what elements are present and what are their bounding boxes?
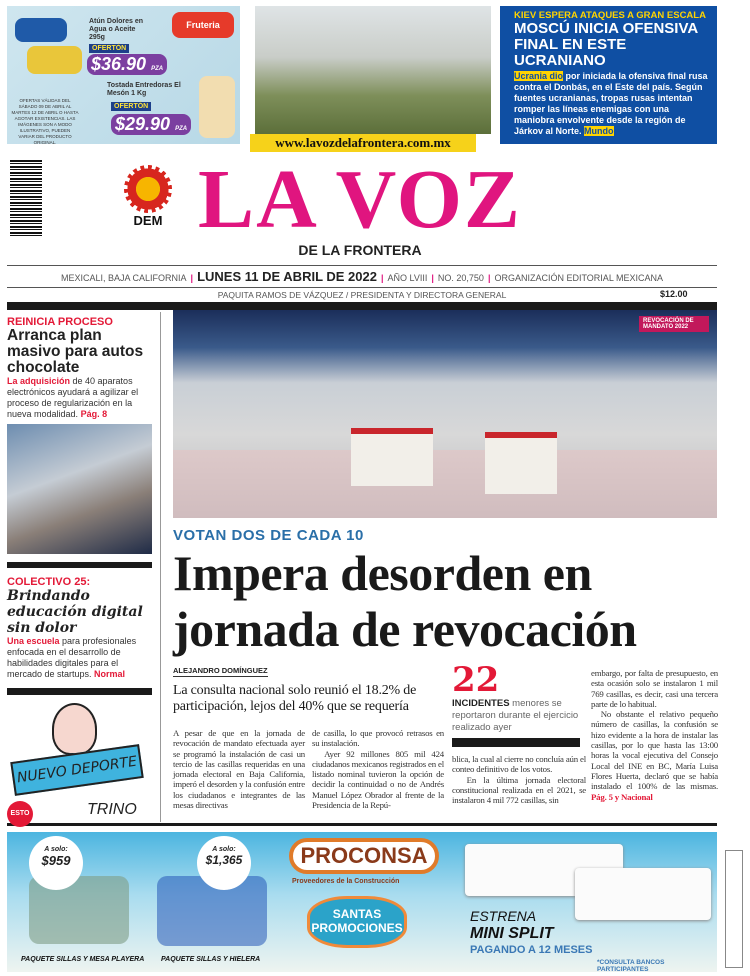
divider [7, 287, 717, 288]
press-reader-mark [725, 850, 743, 968]
ballot-box [485, 432, 557, 494]
teaser-kicker: KIEV ESPERA ATAQUES A GRAN ESCALA [514, 10, 706, 21]
page-link[interactable]: Pág. 8 [80, 409, 108, 419]
ballot-box [351, 428, 433, 486]
item2-caption: PAQUETE SILLAS Y HIELERA [161, 956, 261, 963]
page-link[interactable]: Pág. 5 y Nacional [591, 791, 653, 802]
section-link[interactable]: Normal [94, 669, 126, 679]
colectivo-story[interactable] [7, 576, 154, 680]
trino-cartoon[interactable] [7, 701, 152, 829]
body-column-2: de casilla, lo que provocó retrasos en su instalación. Ayer 92 millones 805 mil 424 ciudadanos mexicanos registrados en el listado nominal tuvieron la opción de decidir la continuidad o no de Andrés Manuel López Obrador al frente de la Presidencia de la Repú- [312, 728, 444, 811]
body-column-3: blica, la cual al cierre no concluía aún el conteo definitivo de los votos. En la última jornada electoral constitucional realizada en el 2021, se instalaron 4 mil 772 casillas, sin [452, 754, 586, 806]
story-kicker: REINICIA PROCESO [7, 316, 113, 328]
divider-bar [7, 688, 152, 695]
dem-logo: DEM [118, 165, 178, 237]
tagline: Proveedores de la Construcción [292, 878, 400, 885]
proconsa-ad[interactable] [7, 832, 717, 972]
teaser-headline[interactable]: MOSCÚ INICIA OFENSIVA FINAL EN ESTE UCRANIANO [514, 20, 698, 69]
price1: $36.90 PZA [87, 54, 167, 75]
body-column-4: embargo, por falta de presupuesto, en esta ocasión solo se instalaron 1 mil 769 casillas, es decir, casi una tercera parte de lo habitual. No obstante el relativo pequeño número de casillas, la confusión se hizo evidente a la hora de instalar las casillas, por lo que hasta las 13:00 horas la vocal ejecutiva del Consejo Local del INE en BC, María Luisa Flores Huerta, declaró que se había instalado el 100% de las mismas. Pág. 5 y Nacional [591, 668, 719, 802]
edition-info: MEXICALI, BAJA CALIFORNIA | LUNES 11 DE ABRIL DE 2022 | AÑO LVIII | NO. 20,750 | ORGANIZACIÓN EDITORIAL MEXICANA [61, 269, 663, 284]
voting-photo [173, 310, 717, 518]
director-line: PAQUITA RAMOS DE VÁZQUEZ / PRESIDENTA Y DIRECTORA GENERAL [217, 290, 507, 300]
tuna-can-image [27, 46, 82, 74]
fruteria-logo: Fruteria [172, 12, 234, 38]
divider-bar [7, 302, 717, 310]
section-link[interactable]: Mundo [584, 126, 614, 136]
left-column [7, 316, 154, 820]
ukraine-photo [255, 6, 491, 134]
item1-caption: PAQUETE SILLAS Y MESA PLAYERA [21, 956, 145, 963]
offer-label: OFERTÓN [111, 102, 151, 111]
promo-badge: SANTAS PROMOCIONES [307, 896, 407, 948]
disclaimer: *CONSULTA BANCOS PARTICIPANTES [597, 959, 665, 973]
product1-label: Atún Dolores en Agua o Aceite 295g [89, 18, 144, 41]
ad-line1: ESTRENA [470, 908, 537, 924]
ac-unit-image [575, 868, 711, 920]
stat-caption: INCIDENTES menores se reportaron durante el ejercicio realizado ayer [452, 698, 579, 733]
body-column-1: A pesar de que en la jornada de revocación de mandato efectuada ayer se programó la instalación de casi un tercio de las casillas requeridas en una jornada electoral en Baja California, imperó el desorden y la confusión entre los ciudadanos e integrantes de las mesas directivas [173, 728, 305, 811]
sun-emblem-icon [124, 165, 172, 213]
column-divider [160, 312, 161, 822]
main-kicker: VOTAN DOS DE CADA 10 [173, 527, 364, 544]
product2-label: Tostada Entredoras El Mesón 1 Kg [107, 82, 181, 97]
issue-date: LUNES 11 DE ABRIL DE 2022 [197, 269, 377, 284]
cars-photo [7, 424, 152, 554]
divider [7, 265, 717, 266]
price-bubble: A solo: $959 [29, 836, 83, 890]
stat-number: 22 [452, 660, 500, 700]
cartoon-author: TRINO [87, 801, 137, 818]
proconsa-logo: PROCONSA [289, 838, 439, 874]
ad-line2: MINI SPLIT [470, 925, 554, 942]
story-kicker: COLECTIVO 25: [7, 576, 91, 588]
fruteria-ad[interactable] [7, 6, 240, 144]
price2: $29.90 PZA [111, 114, 191, 135]
divider-bar [452, 738, 580, 747]
teaser-text: Ucrania dio por iniciada la ofensiva final rusa contra el Donbás, en el Este del país. Según fuentes ucranianas, tropas rusas intentan romper las líneas enemigas con una maniobra envolvente desde la región de Járkov al Norte. Mundo [514, 71, 708, 136]
table-cloth [173, 450, 717, 518]
newspaper-title: LA VOZ [198, 153, 522, 246]
cartoon-banner: NUEVO DEPORTE [10, 744, 143, 796]
tostadas-image [199, 76, 235, 138]
ad-line3: PAGANDO A 12 MESES [470, 944, 593, 956]
byline: ALEJANDRO DOMÍNGUEZ [173, 666, 268, 675]
barcode [10, 160, 42, 238]
esto-badge[interactable]: ESTO [7, 801, 33, 827]
website-url[interactable]: www.lavozdelafrontera.com.mx [250, 134, 476, 152]
offer-label: OFERTÓN [89, 44, 129, 53]
price-bubble: A solo: $1,365 [197, 836, 251, 890]
cartoon-character [52, 703, 97, 755]
story-headline[interactable]: Brindando educación digital sin dolor [7, 588, 143, 636]
tuna-can-image [15, 18, 67, 42]
divider [7, 823, 717, 826]
story-headline[interactable]: Arranca plan masivo para autos chocolate [7, 327, 144, 376]
world-teaser[interactable] [500, 6, 717, 144]
newspaper-subtitle: DE LA FRONTERA [298, 242, 422, 258]
photo-badge: REVOCACIÓN DE MANDATO 2022 [639, 316, 709, 332]
divider-bar [7, 562, 152, 568]
left-story[interactable] [7, 316, 154, 420]
main-deck: La consulta nacional solo reunió el 18.2% de participación, lejos del 40% que se requería [173, 683, 417, 714]
story-text: Una escuela para profesionales enfocada en el desarrollo de habilidades digitales para el mercado de startups. Normal [7, 636, 137, 679]
main-headline[interactable]: Impera desorden en jornada de revocación [173, 545, 637, 657]
fine-print: OFERTAS VÁLIDAS DEL SÁBADO 09 DE ABRIL AL MARTES 12 DE ABRIL O HASTA AGOTAR EXISTENCIAS. LAS IMÁGENES SON A MODO ILUSTRATIVO, PUEDEN VARIAR DEL PRODUCTO ORIGINAL. [11, 98, 79, 145]
cover-price: $12.00 [660, 289, 688, 299]
story-text: La adquisición de 40 aparatos electrónicos ayudará a agilizar el proceso de regularización en la nueva modalidad. Pág. 8 [7, 376, 139, 419]
